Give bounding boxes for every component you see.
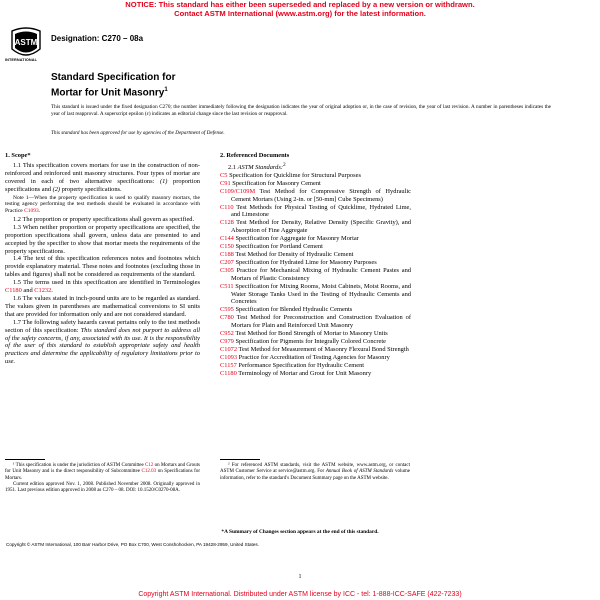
license-notice: Copyright ASTM International. Distributed under ASTM license by ICC - tel: 1-888-ICC-SAFE (422-7233) bbox=[138, 591, 462, 598]
ref-item bbox=[220, 219, 411, 235]
page-title bbox=[51, 72, 351, 99]
ref-title: Specification for Quicklime for Structural Purposes bbox=[229, 171, 361, 179]
ref-item bbox=[220, 362, 411, 370]
ref-title: Test Method for Density, Relative Density (Specific Gravity), and Absorption of Fine Aggregate bbox=[231, 219, 412, 235]
ref-title: Specification for Mixing Rooms, Moist Cabinets, Moist Rooms, and Water Storage Tanks Used in the Testing of Hydraulic Cements and Concretes bbox=[231, 282, 411, 306]
ref-item bbox=[220, 314, 411, 330]
ref-title: Specification for Pigments for Integrally Colored Concrete bbox=[235, 337, 386, 345]
ref-item bbox=[220, 259, 411, 267]
dod-approval: This standard has been approved for use by agencies of the Department of Defense. bbox=[51, 130, 225, 136]
footnote-rule-right bbox=[220, 459, 260, 460]
scope-1-1: 1.1 This specification covers mortars for use in the construction of non-reinforced and reinforced unit masonry structures. Four types of mortar are covered in each of two alternative specifications: (1) proportion specifications and (2) property specifications. bbox=[5, 161, 200, 193]
scope-1-4: 1.4 The text of this specification references notes and footnotes which provide explanatory material. These notes and footnotes (excluding those in tables and figures) shall not be considered as requirements of the standard. bbox=[5, 255, 200, 279]
ref-code-link[interactable]: C1072 bbox=[220, 345, 238, 353]
ref-item bbox=[220, 172, 411, 180]
scope-1-6: 1.6 The values stated in inch-pound units are to be regarded as standard. The values given in parentheses are mathematical conversions to SI units that are provided for information only and are not considered standard. bbox=[5, 294, 200, 318]
ref-code-link[interactable]: C207 bbox=[220, 258, 234, 266]
ref-item bbox=[220, 204, 411, 220]
ref-item bbox=[220, 338, 411, 346]
ref-title: Test Method for Compressive Strength of Hydraulic Cement Mortars (Using 2-in. or [50-mm] Cube Specimens) bbox=[231, 187, 411, 203]
ref-item bbox=[220, 188, 411, 204]
ref-item bbox=[220, 370, 411, 378]
ref-link-c12-03[interactable]: C12.03 bbox=[141, 469, 157, 475]
ref-item bbox=[220, 306, 411, 314]
note-1: Note 1—When the property specification is used to qualify masonry mortars, the testing agency performing the test methods should be evaluated in accordance with Practice C1093. bbox=[5, 194, 200, 215]
ref-title: Performance Specification for Hydraulic Cement bbox=[238, 361, 365, 369]
scope-1-7: 1.7 The following safety hazards caveat pertains only to the test methods section of this specification: This standard does not purport to address all of the safety concerns, if any, associated with its use. It is the responsibility of the user of this standard to establish appropriate safety and health practices and determine the applicability of regulatory limitations prior to use. bbox=[5, 318, 200, 366]
page-number: 1 bbox=[298, 574, 302, 580]
ref-link-c1180[interactable]: C1180 bbox=[5, 287, 22, 295]
ref-title: Test Method for Bond Strength of Mortar to Masonry Units bbox=[235, 330, 388, 338]
ref-title: Terminology of Mortar and Grout for Unit Masonry bbox=[238, 369, 372, 377]
ref-code-link[interactable]: C1180 bbox=[220, 369, 237, 377]
ref-code-link[interactable]: C128 bbox=[220, 219, 234, 227]
ref-title: Specification for Hydrated Lime for Masonry Purposes bbox=[235, 258, 377, 266]
title-footnote-mark: 1 bbox=[164, 87, 168, 93]
footnote-1: ¹ This specification is under the jurisdiction of ASTM Committee C12 on Mortars and Grouts for Unit Masonry and is the direct responsibility of Subcommittee C12.03 on Specifications for Mortars. Current edition approved Nov. 1, 2008. Published November 2008. Originally approved in 1951. Last previous edition approved in 2008 as C270 – 08. DOI: 10.1520/C0270-08A. bbox=[5, 463, 201, 494]
scope-heading: 1. Scope* bbox=[5, 152, 31, 159]
ref-code-link[interactable]: C144 bbox=[220, 235, 234, 243]
logo-text: ASTM bbox=[14, 38, 38, 47]
ref-code-link[interactable]: C91 bbox=[220, 179, 231, 187]
ref-title: Test Method for Measurement of Masonry Flexural Bond Strength bbox=[238, 345, 409, 353]
notice-line-1: NOTICE: This standard has either been superseded and replaced by a new version or withdrawn. bbox=[125, 0, 475, 9]
ref-title: Test Method for Density of Hydraulic Cement bbox=[235, 251, 354, 258]
ref-title: Practice for Accreditation of Testing Agencies for Masonry bbox=[238, 353, 390, 361]
copyright-line: Copyright © ASTM International, 100 Barr Harbor Drive, PO Box C700, West Conshohocken, PA 19428-2959, United States. bbox=[6, 542, 259, 547]
ref-code-link[interactable]: C110 bbox=[220, 203, 234, 211]
scope-1-3: 1.3 When neither proportion or property specifications are specified, the proportion specifications shall govern, unless data are presented to and accepted by the specifier to show that mortar meets the requirements of the property specifications. bbox=[5, 223, 200, 255]
ref-title: Test Method for Preconstruction and Construction Evaluation of Mortars for Plain and Reinforced Unit Masonry bbox=[231, 314, 411, 330]
ref-item bbox=[220, 330, 411, 338]
ref-item bbox=[220, 180, 411, 188]
ref-title: Specification for Masonry Cement bbox=[232, 179, 321, 187]
ref-item bbox=[220, 267, 411, 283]
refs-subheading: 2.1 ASTM Standards:$^2$ bbox=[228, 161, 286, 172]
scope-section bbox=[5, 152, 200, 366]
ref-code-link[interactable]: C150 bbox=[220, 243, 234, 251]
ref-code-link[interactable]: C1093 bbox=[220, 353, 238, 361]
logo-subtext: INTERNATIONAL bbox=[5, 58, 38, 62]
ref-code-link[interactable]: C5 bbox=[220, 171, 228, 179]
scope-1-5: 1.5 The terms used in this specification are identified in Terminologies C1180 and C1232. bbox=[5, 279, 200, 295]
ref-item bbox=[220, 235, 411, 243]
ref-title: Practice for Mechanical Mixing of Hydraulic Cement Pastes and Mortars of Plastic Consistency bbox=[231, 266, 411, 282]
ref-item bbox=[220, 354, 411, 362]
ref-item bbox=[220, 243, 411, 251]
ref-title: Specification for Aggregate for Masonry Mortar bbox=[235, 235, 359, 243]
issued-statement: This standard is issued under the fixed designation C270; the number immediately following the designation indicates the year of original adoption or, in the case of revision, the year of last revision. A number in parentheses indicates the year of last reapproval. A superscript epsilon (ε) indicates an editorial change since the last revision or reapproval. bbox=[51, 104, 551, 118]
ref-code-link[interactable]: C979 bbox=[220, 337, 234, 345]
title-line-1: Standard Specification for bbox=[51, 72, 176, 83]
ref-title: Specification for Blended Hydraulic Cements bbox=[235, 306, 353, 314]
ref-item bbox=[220, 251, 411, 259]
designation: Designation: C270 – 08a bbox=[51, 34, 144, 43]
ref-code-link[interactable]: C780 bbox=[220, 314, 234, 322]
footnote-rule-left bbox=[5, 459, 45, 460]
ref-code-link[interactable]: C1157 bbox=[220, 361, 237, 369]
notice-line-2: Contact ASTM International (www.astm.org) for the latest information. bbox=[174, 9, 426, 18]
withdrawn-notice bbox=[0, 0, 600, 18]
title-line-2: Mortar for Unit Masonry bbox=[51, 87, 165, 99]
ref-item bbox=[220, 346, 411, 354]
ref-title: Specification for Portland Cement bbox=[235, 243, 323, 251]
referenced-documents-section bbox=[220, 152, 411, 378]
ref-code-link[interactable]: C109/C109M bbox=[220, 187, 256, 195]
ref-item bbox=[220, 283, 411, 307]
astm-logo bbox=[6, 27, 46, 61]
ref-list bbox=[220, 172, 411, 378]
ref-code-link[interactable]: C595 bbox=[220, 306, 234, 314]
footnote-2: ² For referenced ASTM standards, visit the ASTM website, www.astm.org, or contact ASTM Customer Service at service@astm.org. For Annual Book of ASTM Standards volume information, refer to the standard's Document Summary page on the ASTM website. bbox=[220, 463, 410, 481]
ref-link-c1232[interactable]: C1232 bbox=[34, 287, 52, 295]
ref-code-link[interactable]: C188 bbox=[220, 251, 234, 258]
ref-code-link[interactable]: C952 bbox=[220, 330, 234, 338]
ref-code-link[interactable]: C305 bbox=[220, 266, 234, 274]
ref-link-c12[interactable]: C12 bbox=[144, 463, 154, 468]
ref-link-c1093[interactable]: C1093 bbox=[24, 208, 39, 215]
scope-1-2: 1.2 The proportion or property specifications shall govern as specified. bbox=[13, 215, 195, 223]
ref-code-link[interactable]: C511 bbox=[220, 282, 234, 290]
summary-of-changes-note: *A Summary of Changes section appears at the end of this standard. bbox=[221, 529, 379, 535]
ref-title: Test Methods for Physical Testing of Quicklime, Hydrated Lime, and Limestone bbox=[231, 203, 411, 219]
refs-heading: 2. Referenced Documents bbox=[220, 152, 290, 159]
